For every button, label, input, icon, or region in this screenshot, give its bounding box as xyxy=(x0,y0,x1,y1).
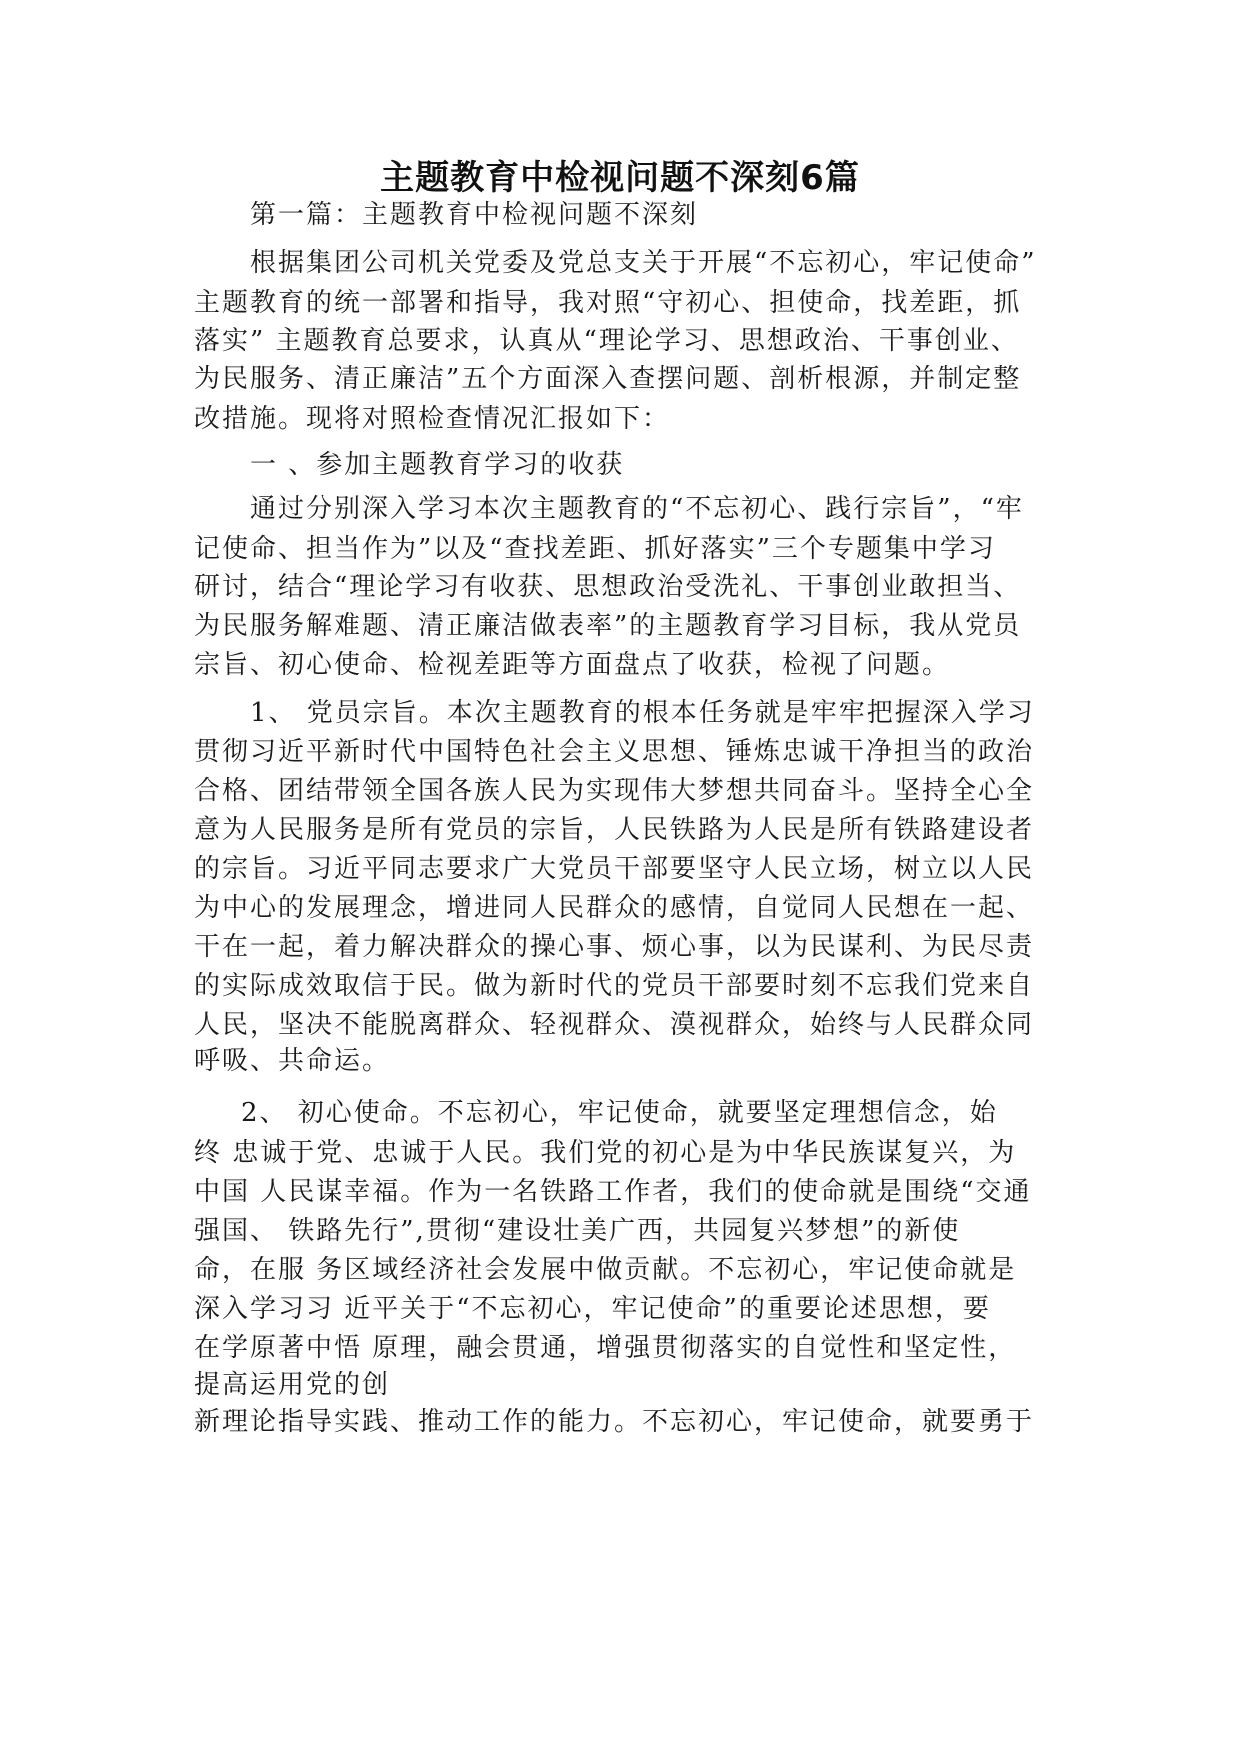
paragraph-line: 干在一起，着力解决群众的操心事、烦心事，以为民谋利、为民尽责 xyxy=(194,932,1035,962)
paragraph-line: 主题教育的统一部署和指导，我对照“守初心、担使命，找差距，抓 xyxy=(194,288,1022,318)
paragraph-line: 为民服务解难题、清正廉洁做表率”的主题教育学习目标，我从党员 xyxy=(194,611,1022,641)
paragraph-line: 贯彻习近平新时代中国特色社会主义思想、锤炼忠诚干净担当的政治 xyxy=(194,737,1035,767)
paragraph-line: 通过分别深入学习本次主题教育的“不忘初心、践行宗旨”，“牢 xyxy=(250,494,1024,524)
paragraph-line: 强国、 铁路先行”,贯彻“建设壮美广西，共园复兴梦想”的新使 xyxy=(194,1216,961,1246)
paragraph-line: 的宗旨。习近平同志要求广大党员干部要坚守人民立场，树立以人民 xyxy=(194,854,1035,884)
paragraph-line: 深入学习习 近平关于“不忘初心，牢记使命”的重要论述思想，要 xyxy=(194,1294,991,1324)
paragraph-line: 为中心的发展理念，增进同人民群众的感情，自觉同人民想在一起、 xyxy=(194,893,1035,923)
section-heading: 第一篇：主题教育中检视问题不深刻 xyxy=(250,200,699,230)
paragraph-line: 在学原著中悟 原理，融会贯通，增强贯彻落实的自觉性和坚定性， xyxy=(194,1333,1017,1363)
paragraph-line: 记使命、担当作为”以及“查找差距、抓好落实”三个专题集中学习 xyxy=(194,534,996,564)
document-title: 主题教育中检视问题不深刻6篇 xyxy=(380,158,860,198)
paragraph-line: 为民服务、清正廉洁”五个方面深入查摆问题、剖析根源，并制定整 xyxy=(194,364,1022,394)
paragraph-line: 命，在服 务区域经济社会发展中做贡献。不忘初心，牢记使命就是 xyxy=(194,1255,1017,1285)
paragraph-line: 落实” 主题教育总要求，认真从“理论学习、思想政治、干事创业、 xyxy=(194,326,1019,356)
paragraph-line: 宗旨、初心使命、检视差距等方面盘点了收获，检视了问题。 xyxy=(194,650,951,680)
paragraph-line: 1、 党员宗旨。本次主题教育的根本任务就是牢牢把握深入学习 xyxy=(250,698,1035,728)
paragraph-line: 意为人民服务是所有党员的宗旨，人民铁路为人民是所有铁路建设者 xyxy=(194,815,1035,845)
paragraph-line: 2、 初心使命。不忘初心，牢记使命，就要坚定理想信念，始 xyxy=(241,1098,998,1128)
paragraph-line: 终 忠诚于党、忠诚于人民。我们党的初心是为中华民族谋复兴，为 xyxy=(194,1138,1017,1168)
paragraph-line: 合格、团结带领全国各族人民为实现伟大梦想共同奋斗。坚持全心全 xyxy=(194,776,1035,806)
paragraph-line: 新理论指导实践、推动工作的能力。不忘初心，牢记使命，就要勇于 xyxy=(194,1407,1035,1437)
paragraph-line: 提高运用党的创 xyxy=(194,1370,391,1400)
paragraph-line: 改措施。现将对照检查情况汇报如下： xyxy=(194,404,671,434)
paragraph-line: 研讨，结合“理论学习有收获、思想政治受洗礼、干事创业敢担当、 xyxy=(194,572,1022,602)
paragraph-line: 中国 人民谋幸福。作为一名铁路工作者，我们的使命就是围绕“交通 xyxy=(194,1177,1032,1207)
paragraph-line: 人民，坚决不能脱离群众、轻视群众、漠视群众，始终与人民群众同 xyxy=(194,1010,1035,1040)
paragraph-line: 的实际成效取信于民。做为新时代的党员干部要时刻不忘我们党来自 xyxy=(194,971,1035,1001)
paragraph-line: 呼吸、共命运。 xyxy=(194,1046,391,1076)
section-heading: 一 、参加主题教育学习的收获 xyxy=(250,450,625,480)
paragraph-line: 根据集团公司机关党委及党总支关于开展“不忘初心，牢记使命” xyxy=(250,248,1037,278)
